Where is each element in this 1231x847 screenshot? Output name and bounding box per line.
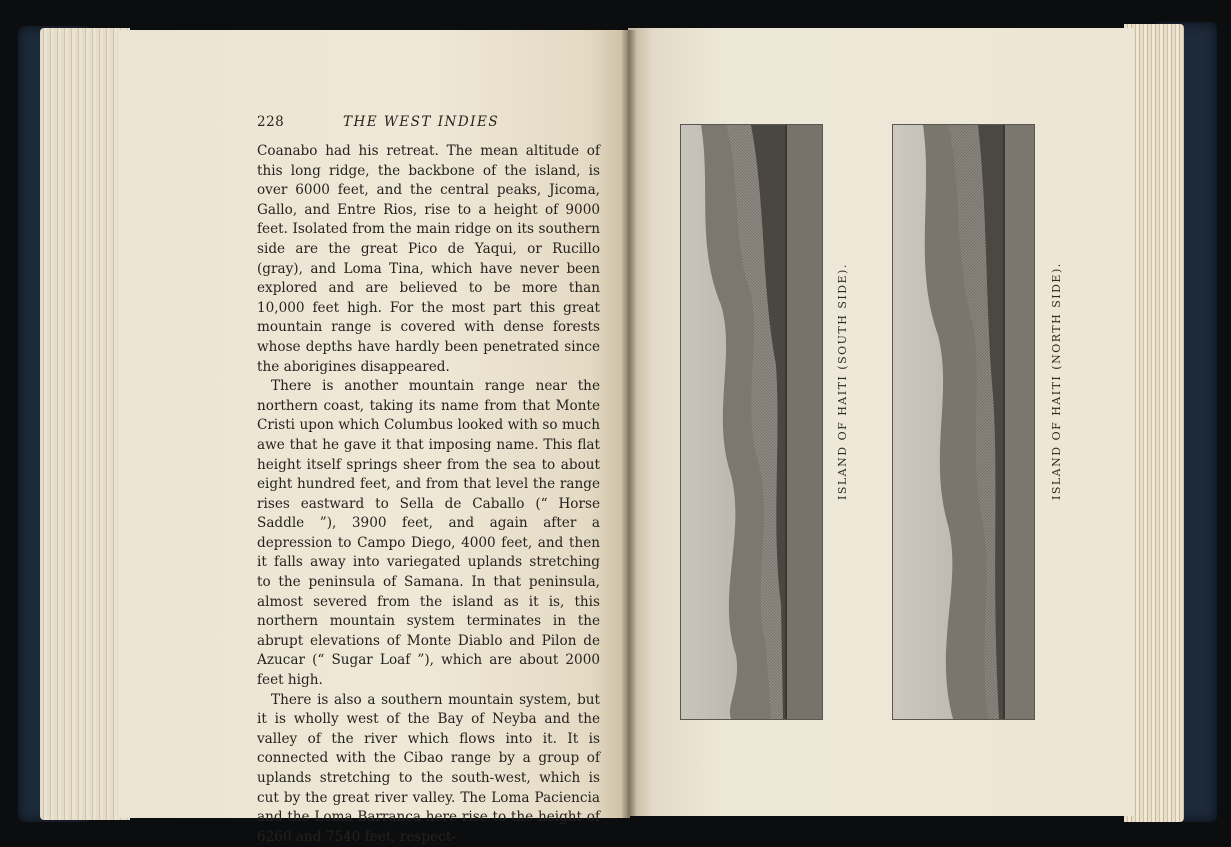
paragraph: Coanabo had his retreat. The mean altitude of this long ridge, the backbone of the island, is over 6000 feet, and the central peaks, Jicoma, Gallo, and Entre Rios, rise to a height of 9000 feet. Isolated from the main ridge on its southern side are the great Pico de Yaqui, or Rucillo (gray), and Loma Tina, which have never been explored and are believed to be more than 10,000 feet high. For the most part this great mountain range is covered with dense forests whose depths have hardly been penetrated since the aborigines disappeared.: [257, 143, 600, 375]
body-text: [257, 142, 600, 847]
plate-caption-north: ISLAND OF HAITI (NORTH SIDE).: [1050, 262, 1063, 500]
plate-haiti-north-side: [892, 124, 1035, 720]
paragraph: There is another mountain range near the northern coast, taking its name from that Monte Cristi upon which Columbus looked with so much awe that he gave it that imposing name. This flat height itself springs sheer from the sea to about eight hundred feet, and from that level the range rises eastward to Sella de Caballo (“ Horse Saddle ”), 3900 feet, and again after a depression to Campo Diego, 4000 feet, and then it falls away into variegated uplands stretching to the peninsula of Samana. In that peninsula, almost severed from the island as it is, this northern mountain system terminates in the abrupt elevations of Monte Diablo and Pilon de Azucar (“ Sugar Loaf ”), which are about 2000 feet high.: [257, 378, 600, 689]
engraving-mountains-south: [681, 125, 822, 719]
paragraph: There is also a southern mountain system, but it is wholly west of the Bay of Neyba and the valley of the river which flows into it. It is connected with the Cibao range by a group of uplands stretching to the south-west, which is cut by the great river valley. The Loma Paciencia and the Loma Barranca here rise to the height of 6260 and 7540 feet, respect-: [257, 691, 600, 845]
page-edges-left: [40, 28, 130, 820]
book-gutter: [622, 30, 636, 818]
plate-haiti-south-side: [680, 124, 823, 720]
running-title: THE WEST INDIES: [343, 114, 500, 130]
engraving-mountains-north: [893, 125, 1034, 719]
plate-caption-south: ISLAND OF HAITI (SOUTH SIDE).: [836, 263, 849, 500]
page-number: 228: [257, 114, 285, 130]
